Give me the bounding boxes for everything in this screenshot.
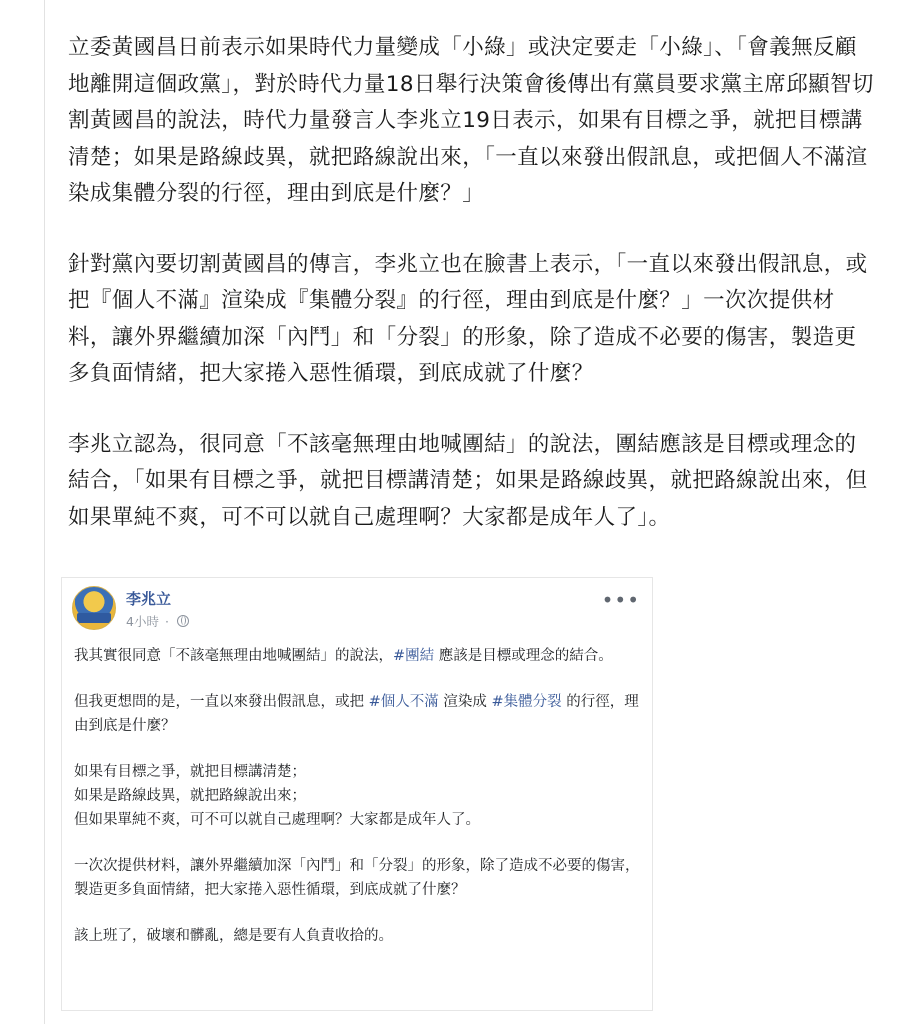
post-body [62,638,652,948]
hashtag-link[interactable]: #個人不滿 [368,694,439,710]
article-paragraph-2: 針對黨內要切割黃國昌的傳言，李兆立也在臉書上表示，「一直以來發出假訊息，或把『個人不滿』渲染成『集體分裂』的行徑，理由到底是什麼？」一次次提供材料，讓外界繼續加深「內鬥」和「分裂」的形象，除了造成不必要的傷害，製造更多負面情緒，把大家捲入惡性循環，到底成就了什麼？ [68,251,868,386]
hashtag-link[interactable]: #集體分裂 [491,694,562,710]
globe-icon [177,615,189,627]
post-line: 如果是路線歧異，就把路線說出來； [74,788,306,804]
post-line: 如果有目標之爭，就把目標講清楚； [74,764,306,780]
post-text: 的行徑，理由到底是什麼？ [74,694,639,734]
article-body [68,30,878,570]
article-paragraph-1: 立委黃國昌日前表示如果時代力量變成「小綠」或決定要走「小綠」、「會義無反顧地離開這個政黨」，對於時代力量18日舉行決策會後傳出有黨員要求黨主席邱顯智切割黃國昌的說法，時代力量發言人李兆立19日表示，如果有目標之爭，就把目標講清楚；如果是路線歧異，就把路線說出來，「一直以來發出假訊息，或把個人不滿渲染成集體分裂的行徑，理由到底是什麼？」 [68,35,874,206]
post-line: 但如果單純不爽，可不可以就自己處理啊？大家都是成年人了。 [74,812,480,828]
post-timestamp[interactable]: 4小時 [126,614,159,629]
post-author-name[interactable]: 李兆立 [126,590,172,608]
post-paragraph-5: 該上班了，破壞和髒亂，總是要有人負責收拾的。 [74,928,393,944]
post-paragraph-4: 一次次提供材料，讓外界繼續加深「內鬥」和「分裂」的形象，除了造成不必要的傷害，製造更多負面情緒，把大家捲入惡性循環，到底成就了什麼？ [74,858,640,898]
facebook-post-embed [62,578,652,1010]
avatar[interactable] [72,586,116,630]
more-options-icon[interactable]: ••• [601,588,640,612]
post-text: 應該是目標或理念的結合。 [434,648,613,664]
post-text: 但我更想問的是，一直以來發出假訊息，或把 [74,694,369,710]
meta-separator: · [164,614,169,629]
post-paragraph-2 [74,690,640,738]
post-paragraph-3 [74,760,640,832]
post-paragraph-1 [74,644,640,668]
article-paragraph-3: 李兆立認為，很同意「不該毫無理由地喊團結」的說法，團結應該是目標或理念的結合，「如果有目標之爭，就把目標講清楚；如果是路線歧異，就把路線說出來，但如果單純不爽，可不可以就自己處理啊？大家都是成年人了」。 [68,431,868,530]
post-meta [126,612,189,630]
post-header [62,578,652,638]
post-text: 我其實很同意「不該毫無理由地喊團結」的說法， [74,648,393,664]
hashtag-link[interactable]: #團結 [393,648,435,664]
post-text: 渲染成 [438,694,492,710]
